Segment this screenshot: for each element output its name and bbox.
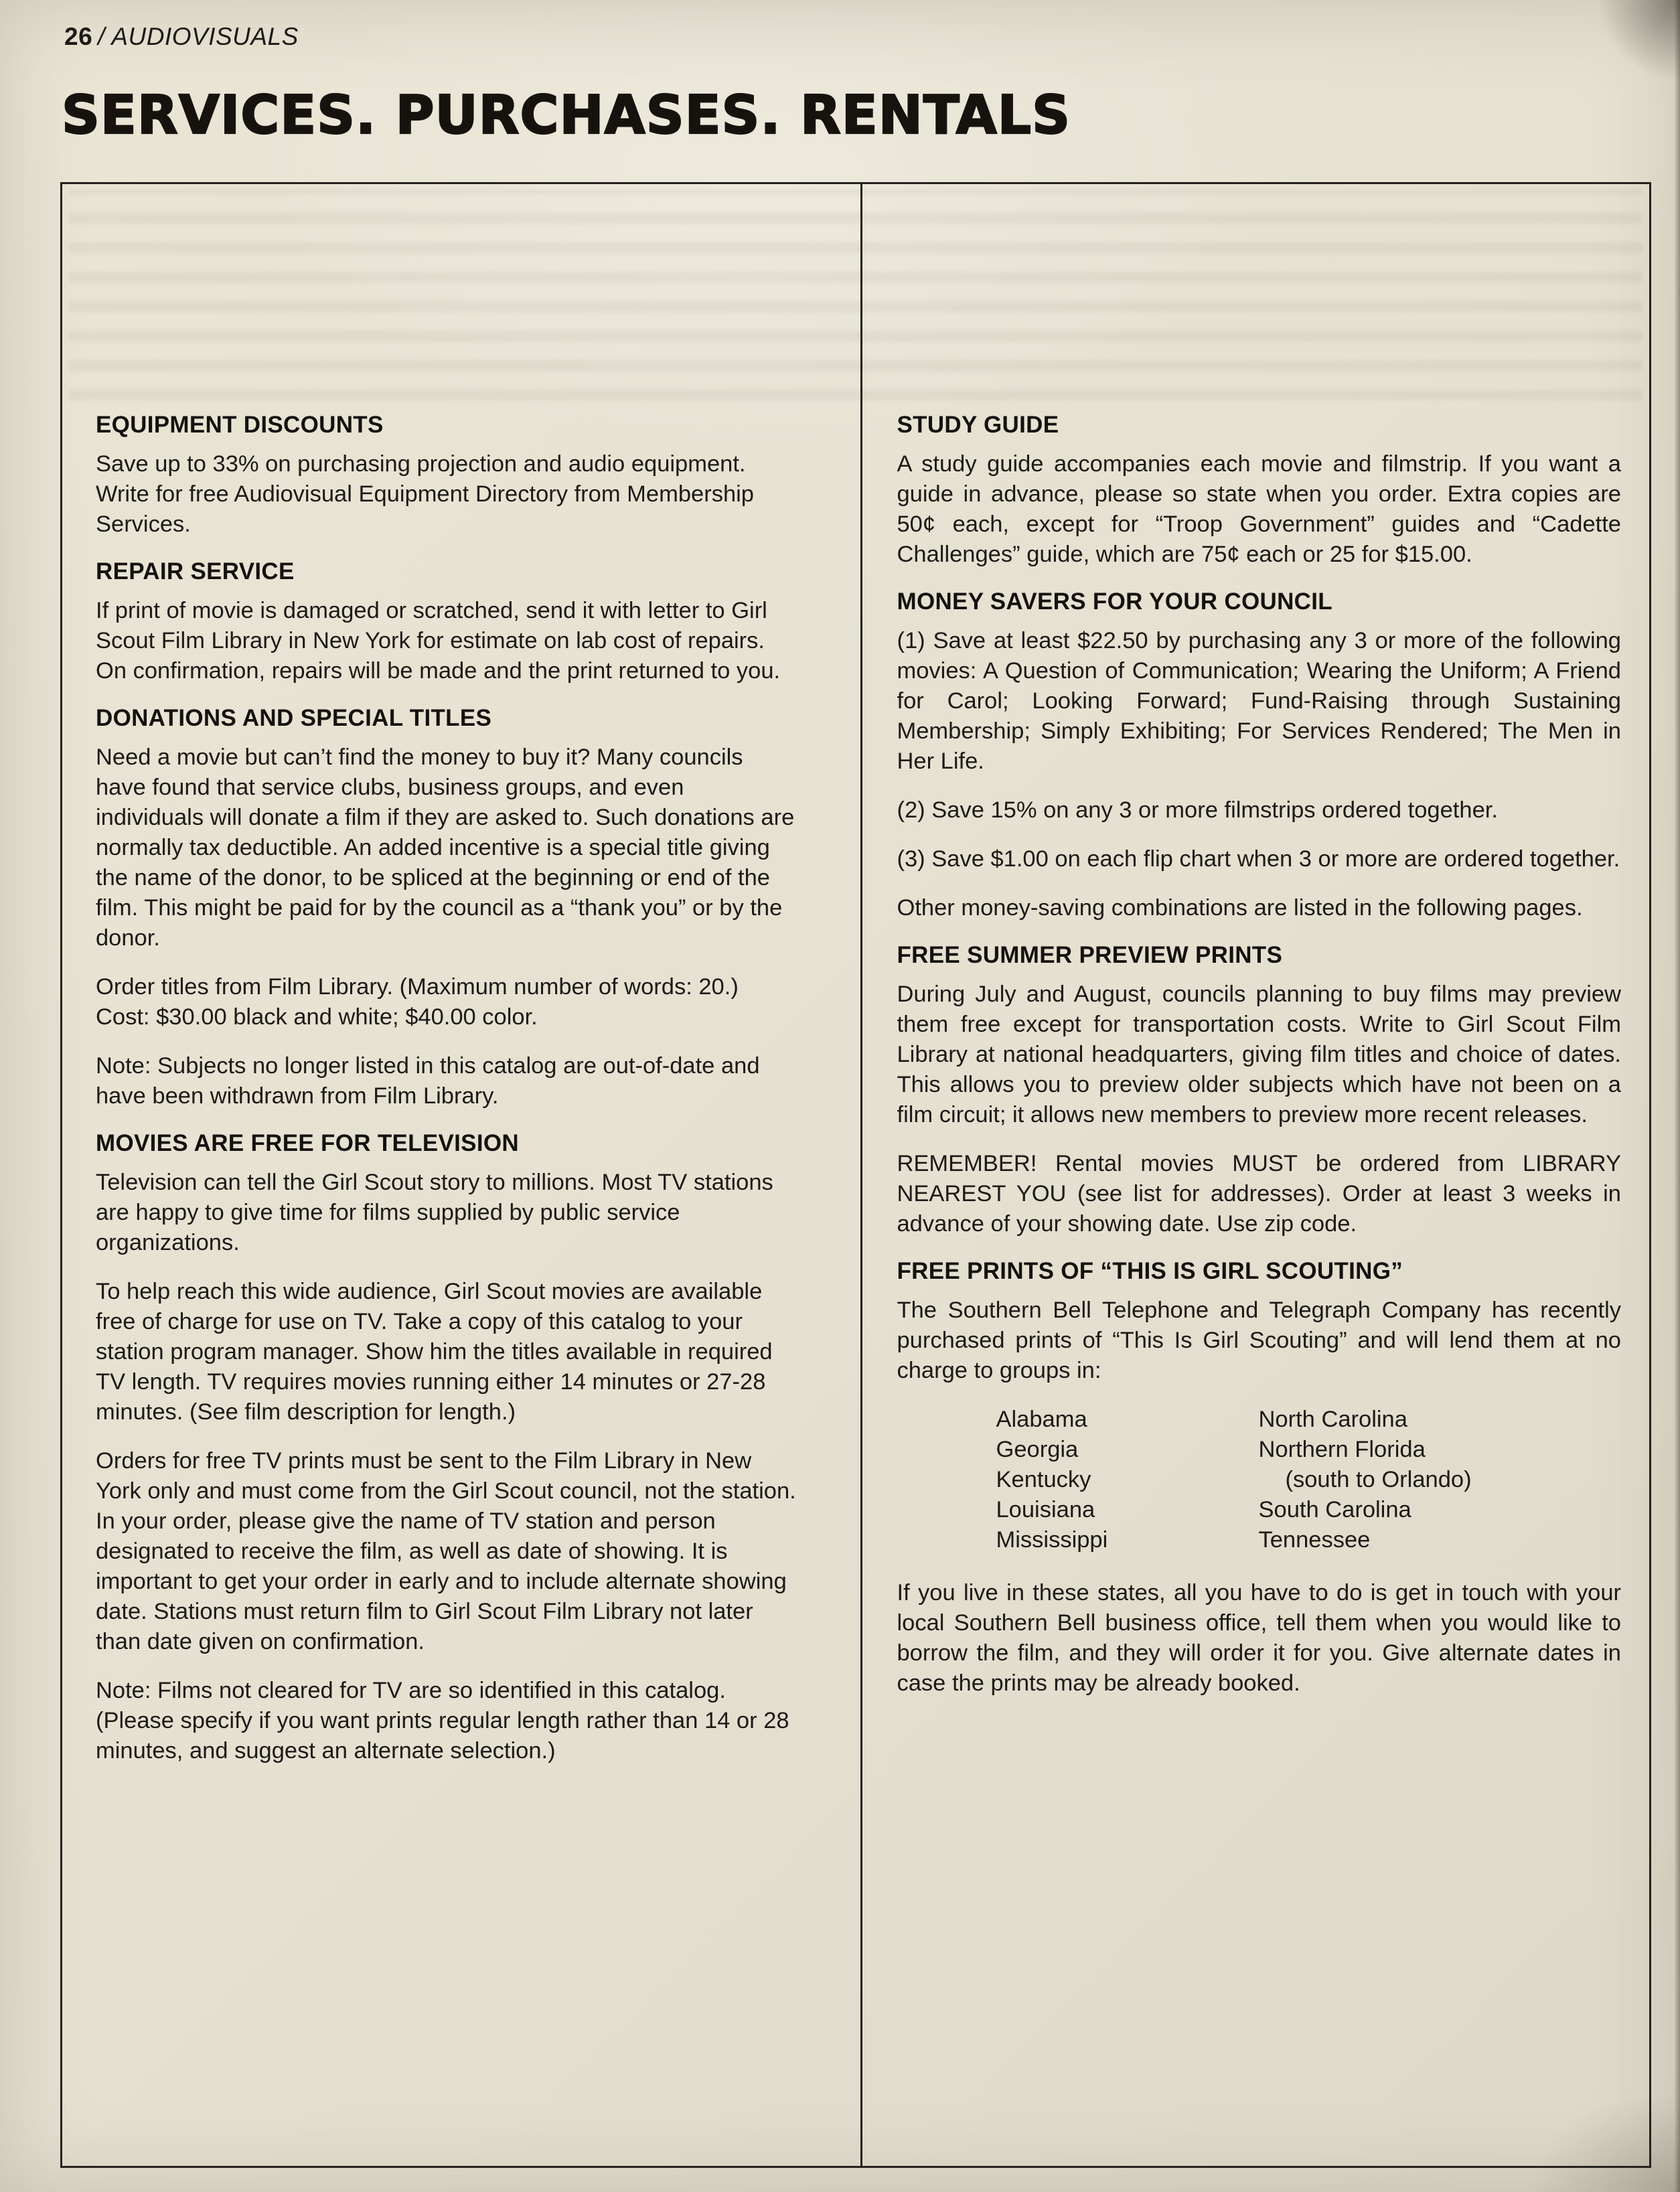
section-heading: EQUIPMENT DISCOUNTS xyxy=(96,412,384,438)
state-name: Georgia xyxy=(996,1437,1079,1462)
paragraph: A study guide accompanies each movie and filmstrip. If you want a guide in advance, please so state when you order. Extra copies are 50¢ each, except for “Troop Government” guides and “Cadette Challenges” guide, which are 75¢ each or 25 for $15.00. xyxy=(897,451,1621,567)
state-list xyxy=(996,1405,1622,1555)
section-heading: STUDY GUIDE xyxy=(897,412,1059,438)
right-column xyxy=(860,184,1650,2166)
paragraph: Order titles from Film Library. (Maximum number of words: 20.) Cost: $30.00 black and white; $40.00 color. xyxy=(96,974,739,1030)
paragraph: Note: Films not cleared for TV are so identified in this catalog. (Please specify if you want prints regular length rather than 14 or 28 minutes, and suggest an alternate selection.) xyxy=(96,1678,789,1764)
section-heading: DONATIONS AND SPECIAL TITLES xyxy=(96,705,492,731)
state-name: Mississippi xyxy=(996,1527,1108,1553)
state-name: Tennessee xyxy=(1258,1527,1371,1553)
paragraph: (3) Save $1.00 on each flip chart when 3 or more are ordered together. xyxy=(897,846,1620,872)
paragraph: Television can tell the Girl Scout story to millions. Most TV stations are happy to give time for films supplied by public service organizations. xyxy=(96,1170,773,1255)
paragraph: Other money-saving combinations are listed in the following pages. xyxy=(897,895,1583,921)
paragraph: REMEMBER! Rental movies MUST be ordered from LIBRARY NEAREST YOU (see list for addresses). Order at least 3 weeks in advance of your showing date. Use zip code. xyxy=(897,1151,1621,1237)
content-box xyxy=(60,182,1651,2168)
state-row xyxy=(996,1465,1622,1495)
content-section xyxy=(96,558,820,686)
paragraph: (2) Save 15% on any 3 or more filmstrips ordered together. xyxy=(897,797,1498,823)
content-section xyxy=(96,412,820,540)
state-name: Northern Florida xyxy=(1258,1437,1426,1462)
page-number: 26 xyxy=(64,23,93,50)
paragraph: If print of movie is damaged or scratched, send it with letter to Girl Scout Film Library in New York for estimate on lab cost of repairs. On confirmation, repairs will be made and the print returned to you. xyxy=(96,598,781,684)
content-section xyxy=(897,589,1622,923)
section-heading: FREE PRINTS OF “THIS IS GIRL SCOUTING” xyxy=(897,1258,1403,1284)
paragraph: Orders for free TV prints must be sent to the Film Library in New York only and must come from the Girl Scout council, not the station. In your order, please give the name of TV station and person designated to receive the film, as well as date of showing. It is important to get your order in early and to include alternate showing date. Stations must return film to Girl Scout Film Library not later than date given on confirmation. xyxy=(96,1448,796,1654)
section-heading: MOVIES ARE FREE FOR TELEVISION xyxy=(96,1130,519,1156)
paragraph: If you live in these states, all you have to do is get in touch with your local Southern Bell business office, tell them when you would like to borrow the film, and they will order it for you. Give alternate dates in case the prints may be already booked. xyxy=(897,1580,1621,1696)
page-header xyxy=(64,23,299,51)
paragraph: During July and August, councils planning to buy films may preview them free except for transportation costs. Write to Girl Scout Film Library at national headquarters, giving film titles and choice of dates. This allows you to preview older subjects which have not been on a film circuit; it allows new members to preview more recent releases. xyxy=(897,982,1621,1127)
state-name: North Carolina xyxy=(1258,1407,1407,1432)
state-row xyxy=(996,1435,1622,1465)
left-column xyxy=(62,184,860,2166)
paragraph: Note: Subjects no longer listed in this catalog are out-of-date and have been withdrawn from Film Library. xyxy=(96,1053,760,1109)
page-title: SERVICES. PURCHASES. RENTALS xyxy=(62,84,1071,146)
section-heading: FREE SUMMER PREVIEW PRINTS xyxy=(897,942,1283,968)
state-name: Kentucky xyxy=(996,1467,1091,1492)
state-name: South Carolina xyxy=(1258,1497,1411,1522)
content-section xyxy=(897,1258,1622,1699)
section-heading: REPAIR SERVICE xyxy=(96,558,295,584)
state-row xyxy=(996,1405,1622,1435)
content-section xyxy=(897,942,1622,1239)
state-name: (south to Orlando) xyxy=(1285,1467,1472,1492)
paragraph: Save up to 33% on purchasing projection and audio equipment. Write for free Audiovisual Equipment Directory from Membership Services. xyxy=(96,451,754,537)
content-section xyxy=(96,1130,820,1766)
state-name: Louisiana xyxy=(996,1497,1095,1522)
state-name: Alabama xyxy=(996,1407,1087,1432)
content-section xyxy=(897,412,1622,570)
paragraph: The Southern Bell Telephone and Telegraph Company has recently purchased prints of “This Is Girl Scouting” and will lend them at no charge to groups in: xyxy=(897,1298,1621,1383)
content-section xyxy=(96,705,820,1111)
paragraph: To help reach this wide audience, Girl Scout movies are available free of charge for use on TV. Take a copy of this catalog to your station program manager. Show him the titles available in required TV length. TV requires movies running either 14 minutes or 27-28 minutes. (See film description for length.) xyxy=(96,1279,773,1425)
paragraph: (1) Save at least $22.50 by purchasing any 3 or more of the following movies: A Question of Communication; Wearing the Uniform; A Friend for Carol; Looking Forward; Fund-Raising through Sustaining Membership; Simply Exhibiting; For Services Rendered; The Men in Her Life. xyxy=(897,628,1621,774)
state-row xyxy=(996,1495,1622,1525)
section-heading: MONEY SAVERS FOR YOUR COUNCIL xyxy=(897,589,1332,615)
section-label: / AUDIOVISUALS xyxy=(98,23,299,50)
paragraph: Need a movie but can’t find the money to buy it? Many councils have found that service clubs, business groups, and even individuals will donate a film if they are asked to. Such donations are normally tax deductible. An added incentive is a special title giving the name of the donor, to be spliced at the beginning or end of the film. This might be paid for by the council as a “thank you” or by the donor. xyxy=(96,745,795,951)
state-row xyxy=(996,1525,1622,1555)
